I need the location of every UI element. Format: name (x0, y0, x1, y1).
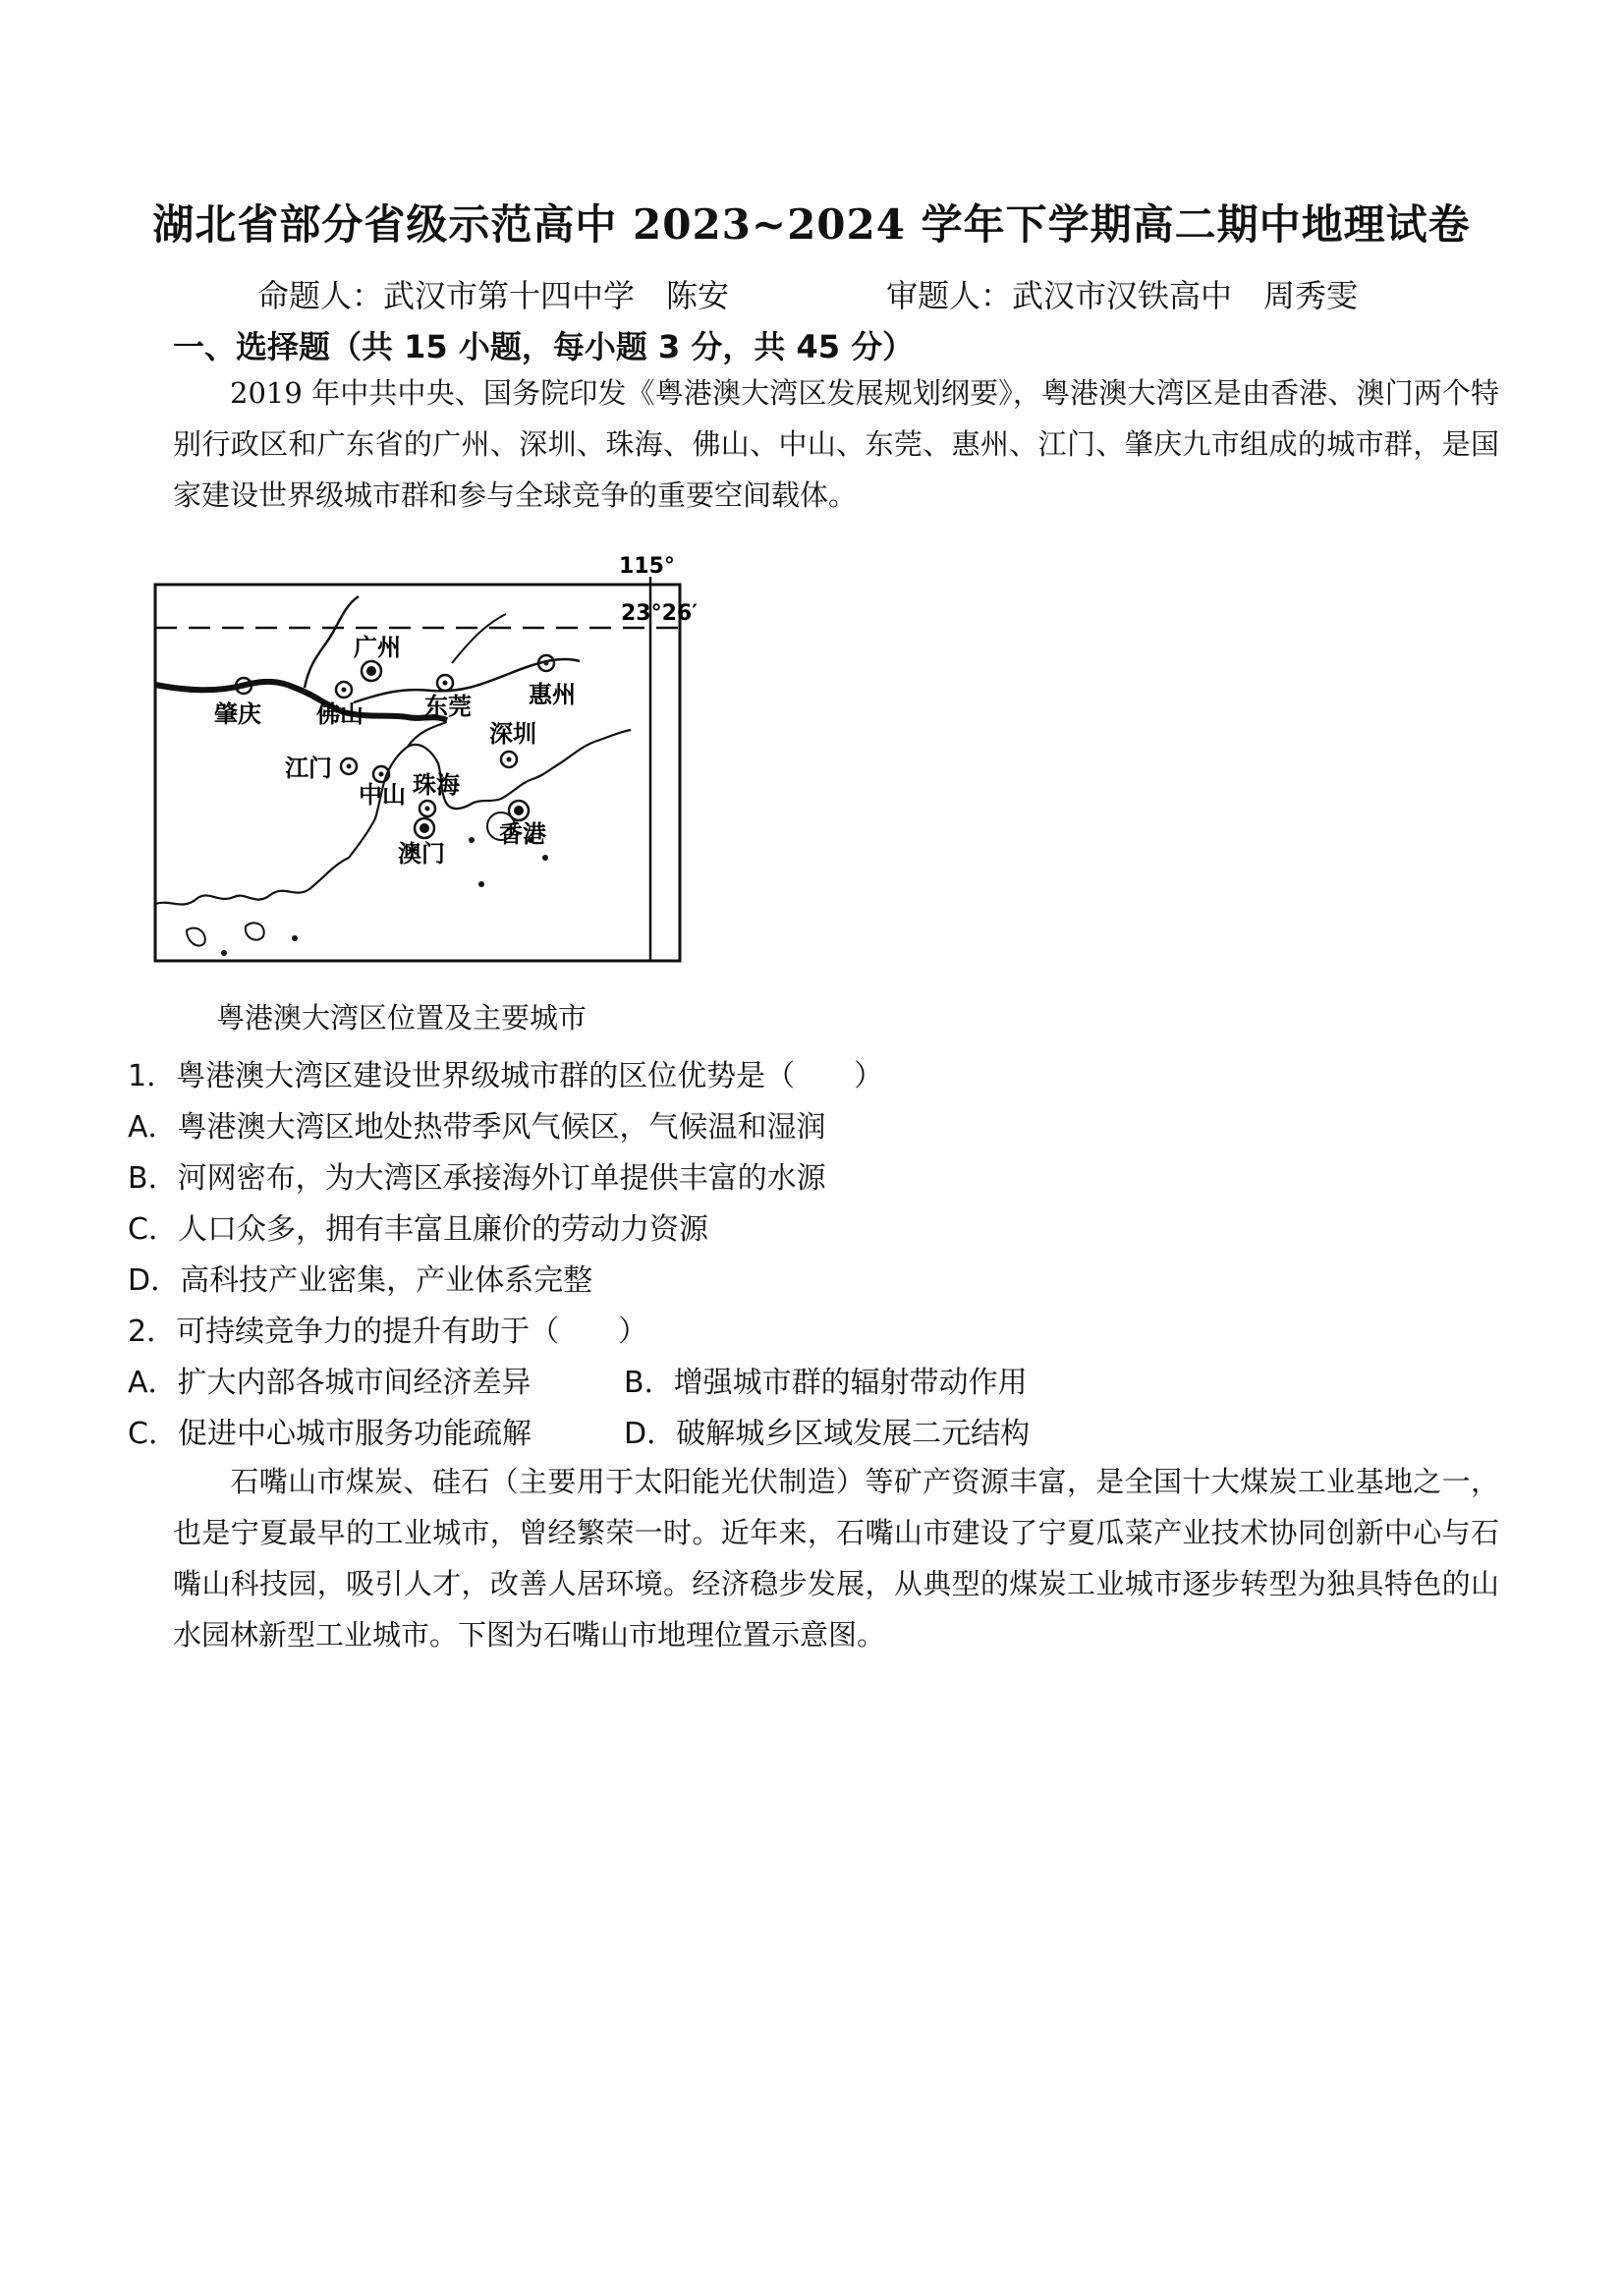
coastline (155, 730, 631, 905)
coastline-2 (408, 722, 447, 747)
question-2-option-b: B．增强城市群的辐射带动作用 (624, 1366, 1028, 1400)
river-north (305, 596, 359, 688)
material-paragraph-1 (173, 367, 1499, 521)
question-1-option-b: B．河网密布，为大湾区承接海外订单提供丰富的水源 (128, 1161, 826, 1196)
material-paragraph-2 (173, 1456, 1499, 1660)
city-marker-shenzhen (501, 752, 517, 767)
city-marker-macau (415, 818, 434, 838)
city-label-zhuhai: 珠海 (413, 771, 460, 799)
bay-area-map (147, 545, 698, 973)
city-label-huizhou: 惠州 (529, 681, 576, 708)
latitude-label: 23°26′ (621, 601, 698, 626)
exam-title: 湖北省部分省级示范高中 2023~2024 学年下学期高二期中地理试卷 (152, 200, 1471, 249)
city-label-zhongshan: 中山 (359, 781, 406, 809)
city-marker-dongguan (437, 675, 453, 691)
material-text-1: 2019 年中共中央、国务院印发《粤港澳大湾区发展规划纲要》，粤港澳大湾区是由香港、澳门两个特别行政区和广东省的广州、深圳、珠海、佛山、中山、东莞、惠州、江门、肇庆九市组成的城市群，是国家建设世界级城市群和参与全球竞争的重要空间载体。 (173, 376, 1499, 512)
city-label-foshan: 佛山 (316, 700, 364, 728)
city-marker-hongkong (509, 801, 529, 820)
city-marker-zhuhai (420, 801, 435, 816)
longitude-label: 115° (619, 554, 675, 579)
city-label-hongkong: 香港 (499, 820, 546, 848)
city-marker-guangzhou (362, 661, 381, 681)
question-2-option-d: D．破解城乡区域发展二元结构 (624, 1417, 1031, 1451)
city-marker-foshan (336, 682, 352, 698)
river-east-2 (452, 614, 506, 663)
city-label-jiangmen: 江门 (285, 755, 332, 782)
city-label-dongguan: 东莞 (424, 693, 472, 720)
material-text-2: 石嘴山市煤炭、硅石（主要用于太阳能光伏制造）等矿产资源丰富，是全国十大煤炭工业基地之一，也是宁夏最早的工业城市，曾经繁荣一时。近年来，石嘴山市建设了宁夏瓜菜产业技术协同创新中心与石嘴山科技园，吸引人才，改善人居环境。经济稳步发展，从典型的煤炭工业城市逐步转型为独具特色的山水园林新型工业城市。下图为石嘴山市地理位置示意图。 (173, 1465, 1499, 1652)
question-1-stem: 1．粤港澳大湾区建设世界级城市群的区位优势是（ ） (128, 1059, 884, 1093)
question-2-stem: 2．可持续竞争力的提升有助于（ ） (128, 1315, 648, 1349)
question-1-option-c: C．人口众多，拥有丰富且廉价的劳动力资源 (128, 1212, 708, 1247)
section-heading: 一、选择题（共 15 小题，每小题 3 分，共 45 分） (173, 328, 915, 365)
setter-line: 命题人：武汉市第十四中学 陈安 (257, 277, 730, 314)
map-caption: 粤港澳大湾区位置及主要城市 (216, 1001, 588, 1035)
city-label-shenzhen: 深圳 (489, 720, 536, 748)
question-2-option-c: C．促进中心城市服务功能疏解 (128, 1417, 532, 1451)
question-1-option-a: A．粤港澳大湾区地处热带季风气候区，气候温和湿润 (128, 1110, 826, 1145)
city-marker-jiangmen (341, 758, 357, 774)
city-label-zhaoqing: 肇庆 (214, 700, 261, 728)
city-label-macau: 澳门 (398, 840, 445, 868)
river-main (155, 682, 447, 720)
reviewer-line: 审题人：武汉市汉铁高中 周秀雯 (886, 277, 1359, 314)
city-label-guangzhou: 广州 (354, 634, 401, 661)
question-1-option-d: D．高科技产业密集，产业体系完整 (128, 1263, 593, 1298)
question-2-option-a: A．扩大内部各城市间经济差异 (128, 1366, 532, 1400)
